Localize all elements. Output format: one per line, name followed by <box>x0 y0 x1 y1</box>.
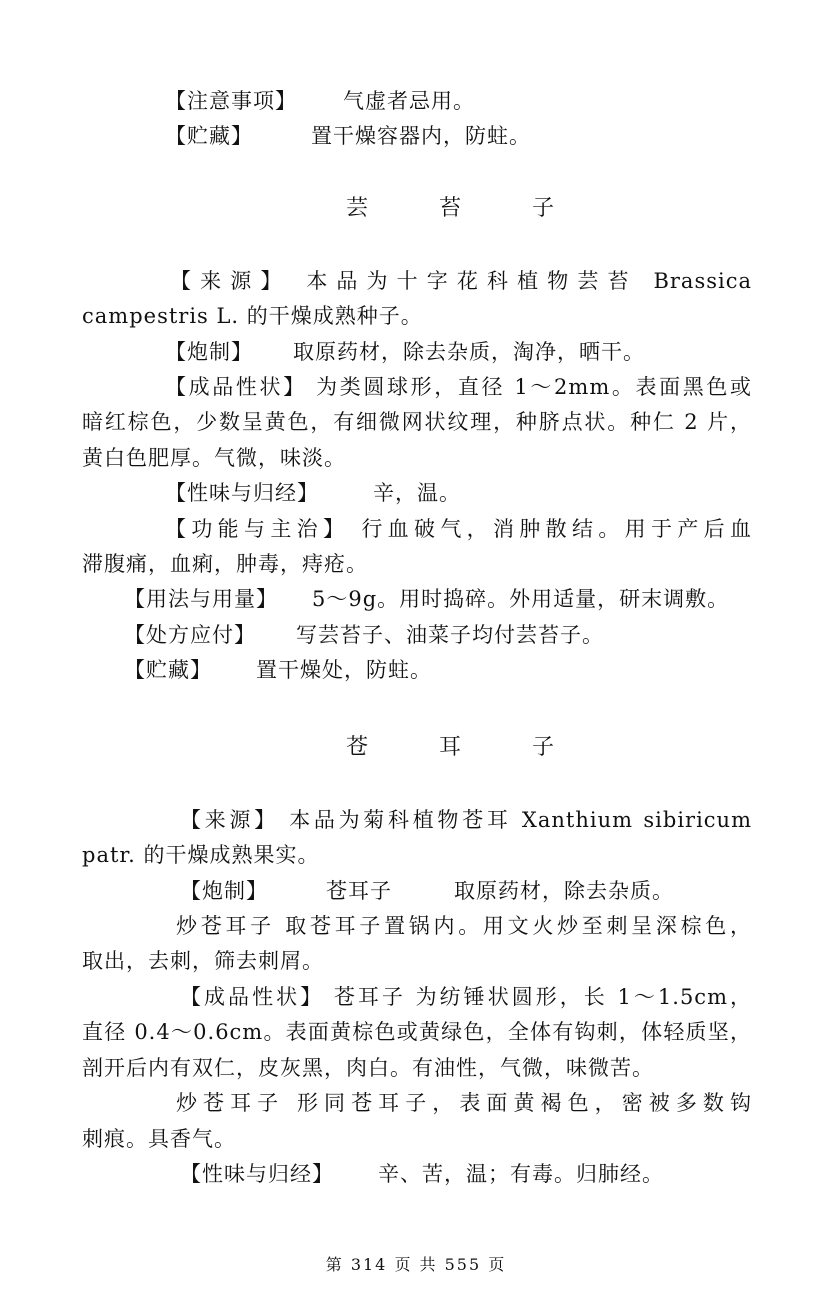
yuntaizi-source-text1: 本品为十字花科植物芸苔 Brassica <box>306 269 753 293</box>
cangerzi-nature-entry <box>180 1159 664 1189</box>
cangerzi-product-line3: 剖开后内有双仁，皮灰黑，肉白。有油性，气微，味微苦。 <box>82 1056 654 1080</box>
yuntaizi-product-line2: 暗红棕色，少数呈黄色，有细微网状纹理，种脐点状。种仁 2 片， <box>82 410 752 434</box>
precautions-text: 气虚者忌用。 <box>343 89 475 113</box>
cangerzi-product-line1 <box>180 982 752 1012</box>
yuntaizi-storage-label: 【贮藏】 <box>124 658 212 682</box>
yuntaizi-processing-text: 取原药材，除去杂质，淘净，晒干。 <box>293 340 645 364</box>
cangerzi-nature-text: 辛、苦，温；有毒。归肺经。 <box>378 1162 664 1186</box>
page-footer: 第 314 页 共 555 页 <box>325 1255 507 1274</box>
yuntaizi-source-line2: campestris L. 的干燥成熟种子。 <box>82 304 423 328</box>
cangerzi-fried-line2: 取出，去刺，筛去刺屑。 <box>82 949 324 973</box>
prev-storage-entry <box>165 121 531 151</box>
cangerzi-fried-text1: 取苍耳子置锅内。用文火炒至刺呈深棕色， <box>285 914 752 938</box>
cangerzi-fried-product-line1 <box>176 1088 752 1118</box>
yuntaizi-function-text1: 行血破气，消肿散结。用于产后血 <box>361 517 752 541</box>
yuntaizi-storage-entry <box>124 655 432 685</box>
cangerzi-processing-label: 【炮制】 <box>180 879 268 903</box>
yuntaizi-nature-entry <box>165 478 461 508</box>
yuntaizi-source-label: 【来源】 <box>170 269 291 293</box>
yuntaizi-function-line1 <box>165 514 752 544</box>
cangerzi-product-line2: 直径 0.4～0.6cm。表面黄棕色或黄绿色，全体有钩刺，体轻质坚， <box>82 1020 752 1044</box>
cangerzi-source-line2: patr. 的干燥成熟果实。 <box>82 843 320 867</box>
yuntaizi-usage-label: 【用法与用量】 <box>124 587 278 611</box>
yuntaizi-prescription-label: 【处方应付】 <box>124 623 256 647</box>
yuntaizi-storage-text: 置干燥处，防蛀。 <box>256 658 432 682</box>
yuntaizi-nature-text: 辛，温。 <box>373 481 461 505</box>
cangerzi-nature-label: 【性味与归经】 <box>180 1162 334 1186</box>
cangerzi-processing-text: 取原药材，除去杂质。 <box>454 879 674 903</box>
yuntaizi-function-line2: 滞腹痛，血痢，肿毒，痔疮。 <box>82 552 368 576</box>
yuntaizi-usage-entry <box>124 584 729 614</box>
cangerzi-fried-product-text1: 形同苍耳子，表面黄褐色，密被多数钩 <box>297 1091 752 1115</box>
cangerzi-product-text1: 为纺锤状圆形，长 1～1.5cm， <box>415 985 753 1009</box>
yuntaizi-function-label: 【功能与主治】 <box>165 517 350 541</box>
cangerzi-processing-name: 苍耳子 <box>326 879 392 903</box>
cangerzi-product-label: 【成品性状】 <box>180 985 325 1009</box>
yuntaizi-usage-text: 5～9g。用时捣碎。外用适量，研末调敷。 <box>312 587 730 611</box>
cangerzi-processing-entry <box>180 876 674 906</box>
yuntaizi-product-line1 <box>165 372 752 402</box>
precautions-entry <box>165 86 475 116</box>
yuntaizi-title: 芸 苔 子 <box>346 196 586 221</box>
yuntaizi-processing-label: 【炮制】 <box>165 340 253 364</box>
cangerzi-source-label: 【来源】 <box>180 808 279 832</box>
yuntaizi-source-line1 <box>170 266 752 296</box>
cangerzi-source-text1: 本品为菊科植物苍耳 Xanthium sibiricum <box>289 808 752 832</box>
yuntaizi-product-text1: 为类圆球形，直径 1～2mm。表面黑色或 <box>316 375 752 399</box>
yuntaizi-product-line3: 黄白色肥厚。气微，味淡。 <box>82 446 346 470</box>
yuntaizi-prescription-entry <box>124 620 604 650</box>
cangerzi-fried-name: 炒苍耳子 <box>176 914 275 938</box>
prev-storage-label: 【贮藏】 <box>165 124 253 148</box>
yuntaizi-prescription-text: 写芸苔子、油菜子均付芸苔子。 <box>296 623 604 647</box>
prev-storage-text: 置干燥容器内，防蛀。 <box>311 124 531 148</box>
yuntaizi-processing-entry <box>165 337 645 367</box>
yuntaizi-nature-label: 【性味与归经】 <box>165 481 319 505</box>
cangerzi-title: 苍 耳 子 <box>346 735 586 760</box>
precautions-label: 【注意事项】 <box>165 89 297 113</box>
cangerzi-product-name: 苍耳子 <box>333 985 406 1009</box>
cangerzi-fried-product-line2: 刺痕。具香气。 <box>82 1127 236 1151</box>
cangerzi-fried-product-name: 炒苍耳子 <box>176 1091 285 1115</box>
yuntaizi-product-label: 【成品性状】 <box>165 375 307 399</box>
cangerzi-source-line1 <box>180 805 752 835</box>
cangerzi-fried-line1 <box>176 911 752 941</box>
